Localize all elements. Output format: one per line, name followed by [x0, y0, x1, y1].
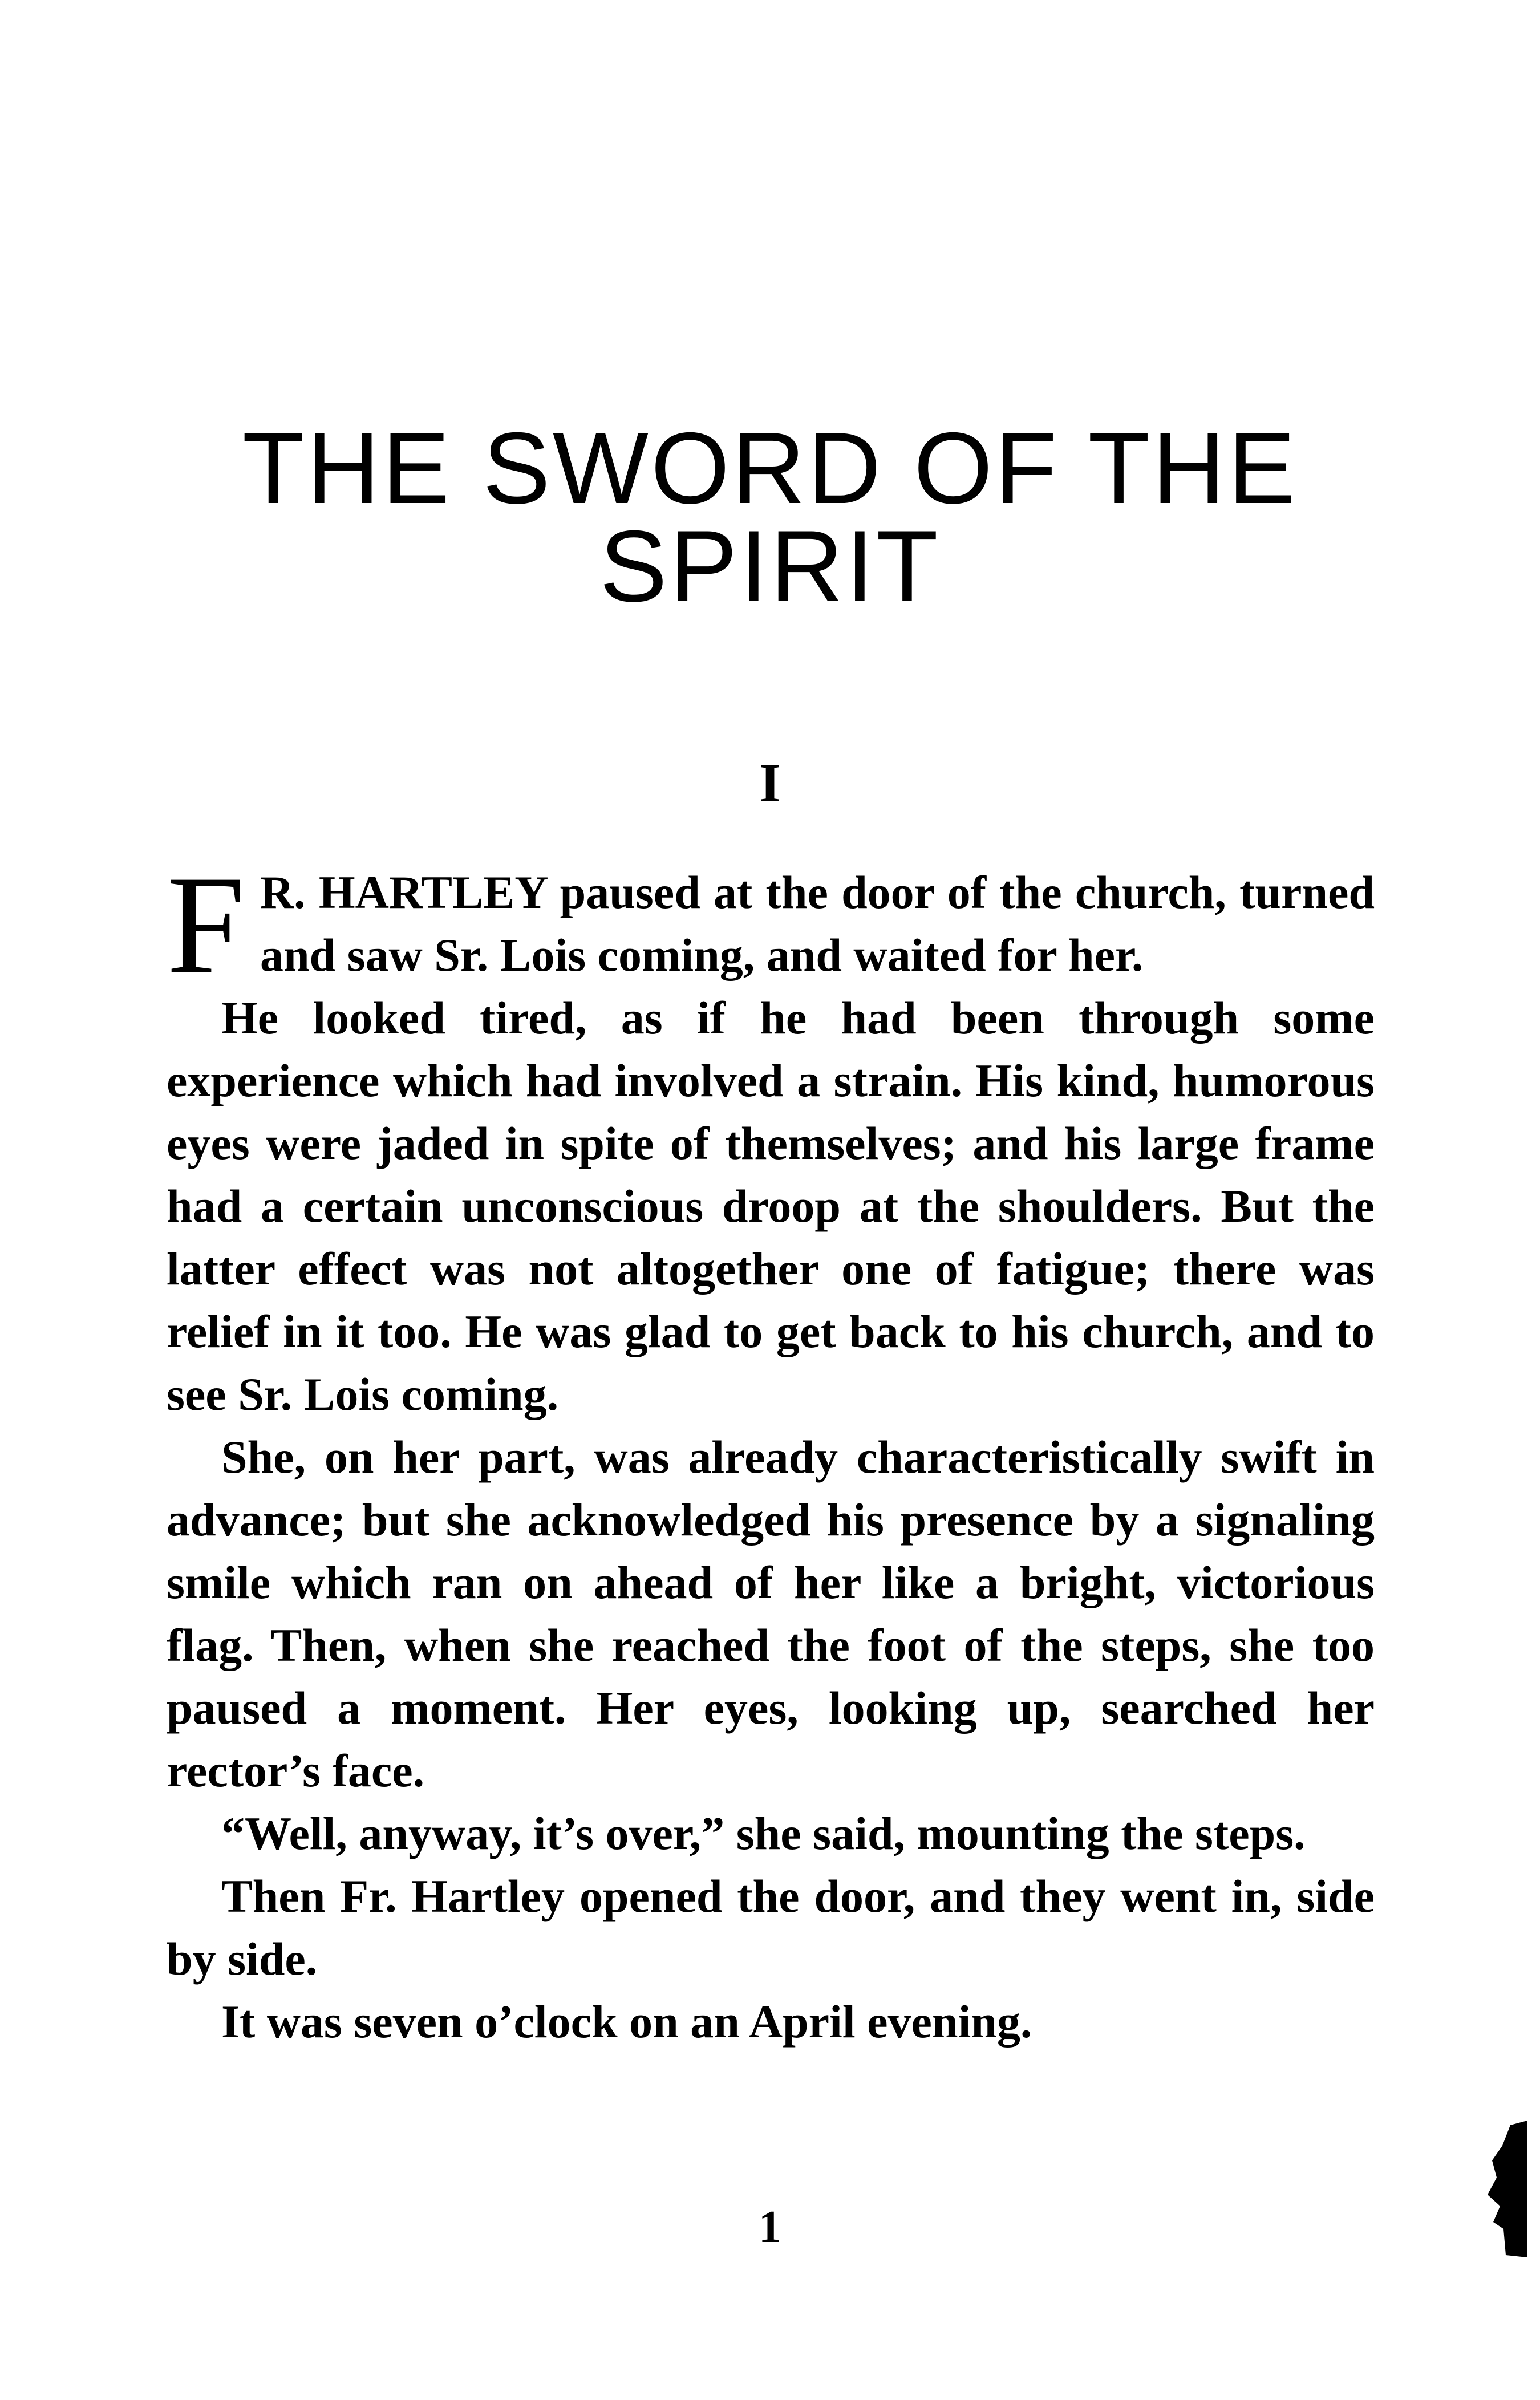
drop-cap: F [167, 846, 245, 1003]
paragraph-1-text: R. HARTLEY paused at the door of the church, turned and saw Sr. Lois coming, and waited for her. [260, 866, 1375, 981]
book-title-line-1: THE SWORD OF THE [242, 411, 1298, 525]
paragraph-4: “Well, anyway, it’s over,” she said, mounting the steps. [221, 1807, 1306, 1859]
paragraph-5: Then Fr. Hartley opened the door, and they went in, side by side. [167, 1870, 1375, 1985]
chapter-number: I [759, 752, 781, 813]
paragraph-6: It was seven o’clock on an April evening. [221, 1996, 1032, 2048]
chapter-text [167, 846, 1375, 2053]
book-title [171, 411, 1369, 623]
book-title-line-2: SPIRIT [599, 509, 941, 623]
paragraph-3: She, on her part, was already characteristically swift in advance; but she acknowledged his presence by a signaling smile which ran on ahead of her like a bright, victorious flag. Then, when she reached the foot of the steps, she too paused a moment. Her eyes, looking up, searched her rector’s face. [167, 1431, 1375, 1797]
page-number: 1 [759, 2202, 781, 2252]
paragraph-1 [167, 846, 1375, 1003]
scan-edge-mark [1470, 2121, 1527, 2257]
paragraph-2: He looked tired, as if he had been through some experience which had involved a strain. His kind, humorous eyes were jaded in spite of themselves; and his large frame had a certain unconscious droop at the shoulders. But the latter effect was not altogether one of fatigue; there was relief in it too. He was glad to get back to his church, and to see Sr. Lois coming. [167, 992, 1375, 1420]
